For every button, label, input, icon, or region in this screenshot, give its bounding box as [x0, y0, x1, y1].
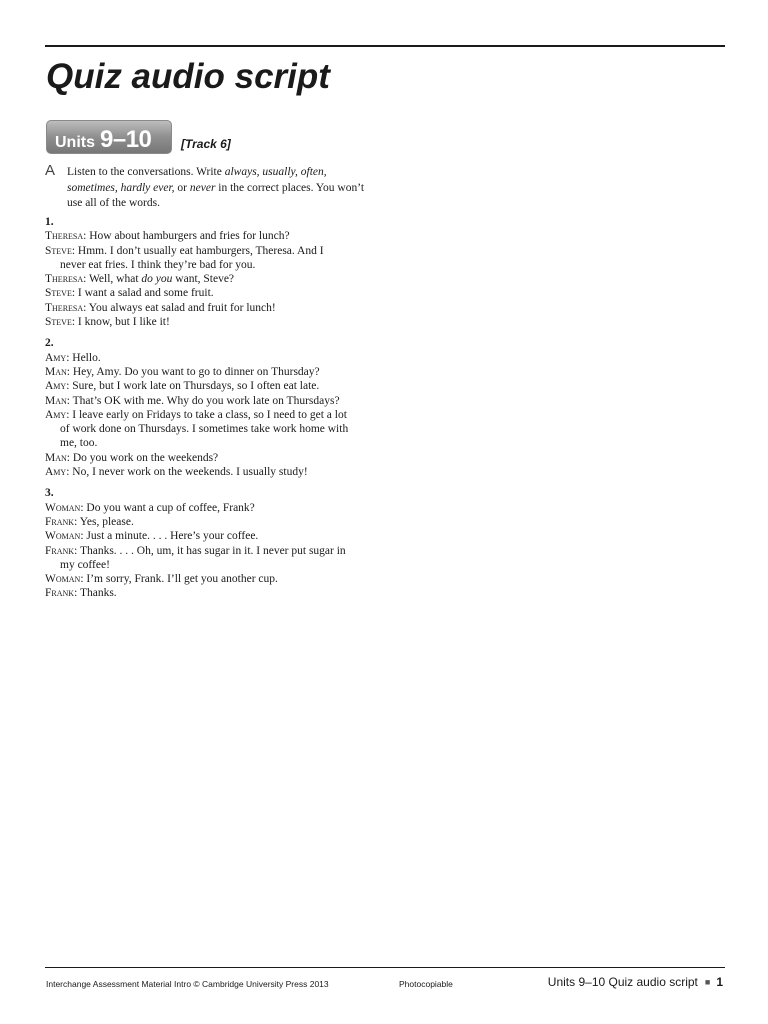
- speaker-name: Steve: [45, 244, 72, 257]
- units-badge-label: Units: [55, 134, 95, 151]
- speaker-name: Theresa: [45, 273, 84, 286]
- section-letter: A: [45, 162, 56, 179]
- dialogue-line: [45, 379, 370, 393]
- dialogue-line: [45, 451, 370, 465]
- text-segment: Listen to the conversations. Write: [67, 166, 225, 178]
- dialogue-line: [45, 572, 370, 586]
- instructions: [67, 165, 367, 212]
- speaker-name: Steve: [45, 316, 72, 329]
- speaker-name: Amy: [45, 380, 67, 393]
- dialogue-line: [45, 515, 370, 529]
- page-number: 1: [716, 975, 723, 989]
- bottom-rule: [45, 967, 725, 968]
- speaker-name: Frank: [45, 515, 75, 528]
- text-segment: : I know, but I like it!: [71, 316, 170, 329]
- dialogue-line: [45, 408, 370, 451]
- dialogue-line: [45, 529, 370, 543]
- text-segment: : Do you want a cup of coffee, Frank?: [80, 501, 255, 514]
- text-segment: : That’s OK with me. Why do you work late on Thursdays?: [66, 394, 340, 407]
- text-segment: : I want a salad and some fruit.: [71, 287, 214, 300]
- text-segment: : No, I never work on the weekends. I usually study!: [66, 466, 308, 479]
- audio-script: [45, 215, 370, 608]
- text-segment: me, too.: [60, 437, 98, 450]
- text-segment: : Do you work on the weekends?: [66, 451, 219, 464]
- speaker-name: Woman: [45, 530, 81, 543]
- dialogue-line: [45, 465, 370, 479]
- dialogue-line: [45, 286, 370, 300]
- footer-photocopiable: Photocopiable: [399, 979, 453, 989]
- text-segment: : Hello.: [66, 351, 101, 364]
- speaker-name: Woman: [45, 501, 81, 514]
- text-segment: : Just a minute. . . . Here’s your coffee.: [80, 530, 259, 543]
- text-segment: : Sure, but I work late on Thursdays, so I often eat late.: [66, 380, 320, 393]
- speaker-name: Amy: [45, 408, 67, 421]
- text-segment: in the correct places. You won’t use all of the words.: [67, 181, 365, 209]
- conversation-number: 1.: [45, 216, 54, 228]
- emphasized-text: always, usually, often, sometimes, hardly ever,: [67, 166, 327, 194]
- conversation: [45, 486, 370, 600]
- speaker-name: Amy: [45, 466, 67, 479]
- speaker-name: Frank: [45, 544, 75, 557]
- track-label: [Track 6]: [181, 137, 231, 151]
- text-segment: : You always eat salad and fruit for lunch!: [83, 301, 276, 314]
- text-segment: or: [174, 181, 190, 194]
- text-segment: : I’m sorry, Frank. I’ll get you another cup.: [80, 573, 278, 586]
- conversation: [45, 215, 370, 329]
- emphasized-text: never: [189, 181, 216, 194]
- conversation-number: 2.: [45, 337, 54, 350]
- text-segment: never eat fries. I think they’re bad for you.: [60, 258, 256, 271]
- page-title: Quiz audio script: [46, 57, 330, 96]
- units-badge-range: 9–10: [100, 126, 152, 153]
- speaker-name: Woman: [45, 573, 81, 586]
- speaker-name: Man: [45, 451, 67, 464]
- text-segment: : Yes, please.: [74, 515, 134, 528]
- dialogue-line: [45, 365, 370, 379]
- emphasized-text: do you: [141, 273, 173, 286]
- speaker-name: Theresa: [45, 301, 84, 314]
- text-segment: : How about hamburgers and fries for lunch?: [83, 230, 290, 243]
- footer-separator-icon: ■: [704, 977, 711, 987]
- text-segment: : Hmm. I don’t usually eat hamburgers, Theresa. And I: [71, 244, 324, 257]
- speaker-name: Man: [45, 394, 67, 407]
- text-segment: : Thanks.: [74, 587, 117, 600]
- speaker-name: Frank: [45, 587, 75, 600]
- dialogue-line: [45, 272, 370, 286]
- speaker-name: Amy: [45, 351, 67, 364]
- dialogue-line: [45, 394, 370, 408]
- text-segment: : Well, what: [83, 273, 142, 286]
- dialogue-line: [45, 229, 370, 243]
- dialogue-line: [45, 544, 370, 573]
- units-badge: [46, 120, 172, 154]
- text-segment: : I leave early on Fridays to take a class, so I need to get a lot: [66, 408, 347, 421]
- footer-page-info: [548, 974, 723, 990]
- dialogue-line: [45, 301, 370, 315]
- speaker-name: Steve: [45, 287, 72, 300]
- dialogue-line: [45, 244, 370, 273]
- top-rule: [45, 45, 725, 47]
- conversation: [45, 336, 370, 479]
- text-segment: : Hey, Amy. Do you want to go to dinner on Thursday?: [66, 365, 320, 378]
- dialogue-line: [45, 501, 370, 515]
- dialogue-line: [45, 351, 370, 365]
- text-segment: want, Steve?: [172, 273, 235, 286]
- footer-section-title: Units 9–10 Quiz audio script: [547, 975, 698, 989]
- speaker-name: Theresa: [45, 230, 84, 243]
- text-segment: my coffee!: [60, 558, 110, 571]
- dialogue-line: [45, 315, 370, 329]
- footer-copyright: Interchange Assessment Material Intro © Cambridge University Press 2013: [46, 979, 329, 989]
- speaker-name: Man: [45, 365, 67, 378]
- dialogue-line: [45, 586, 370, 600]
- text-segment: : Thanks. . . . Oh, um, it has sugar in it. I never put sugar in: [74, 544, 346, 557]
- conversation-number: 3.: [45, 487, 54, 500]
- text-segment: of work done on Thursdays. I sometimes take work home with: [60, 423, 349, 436]
